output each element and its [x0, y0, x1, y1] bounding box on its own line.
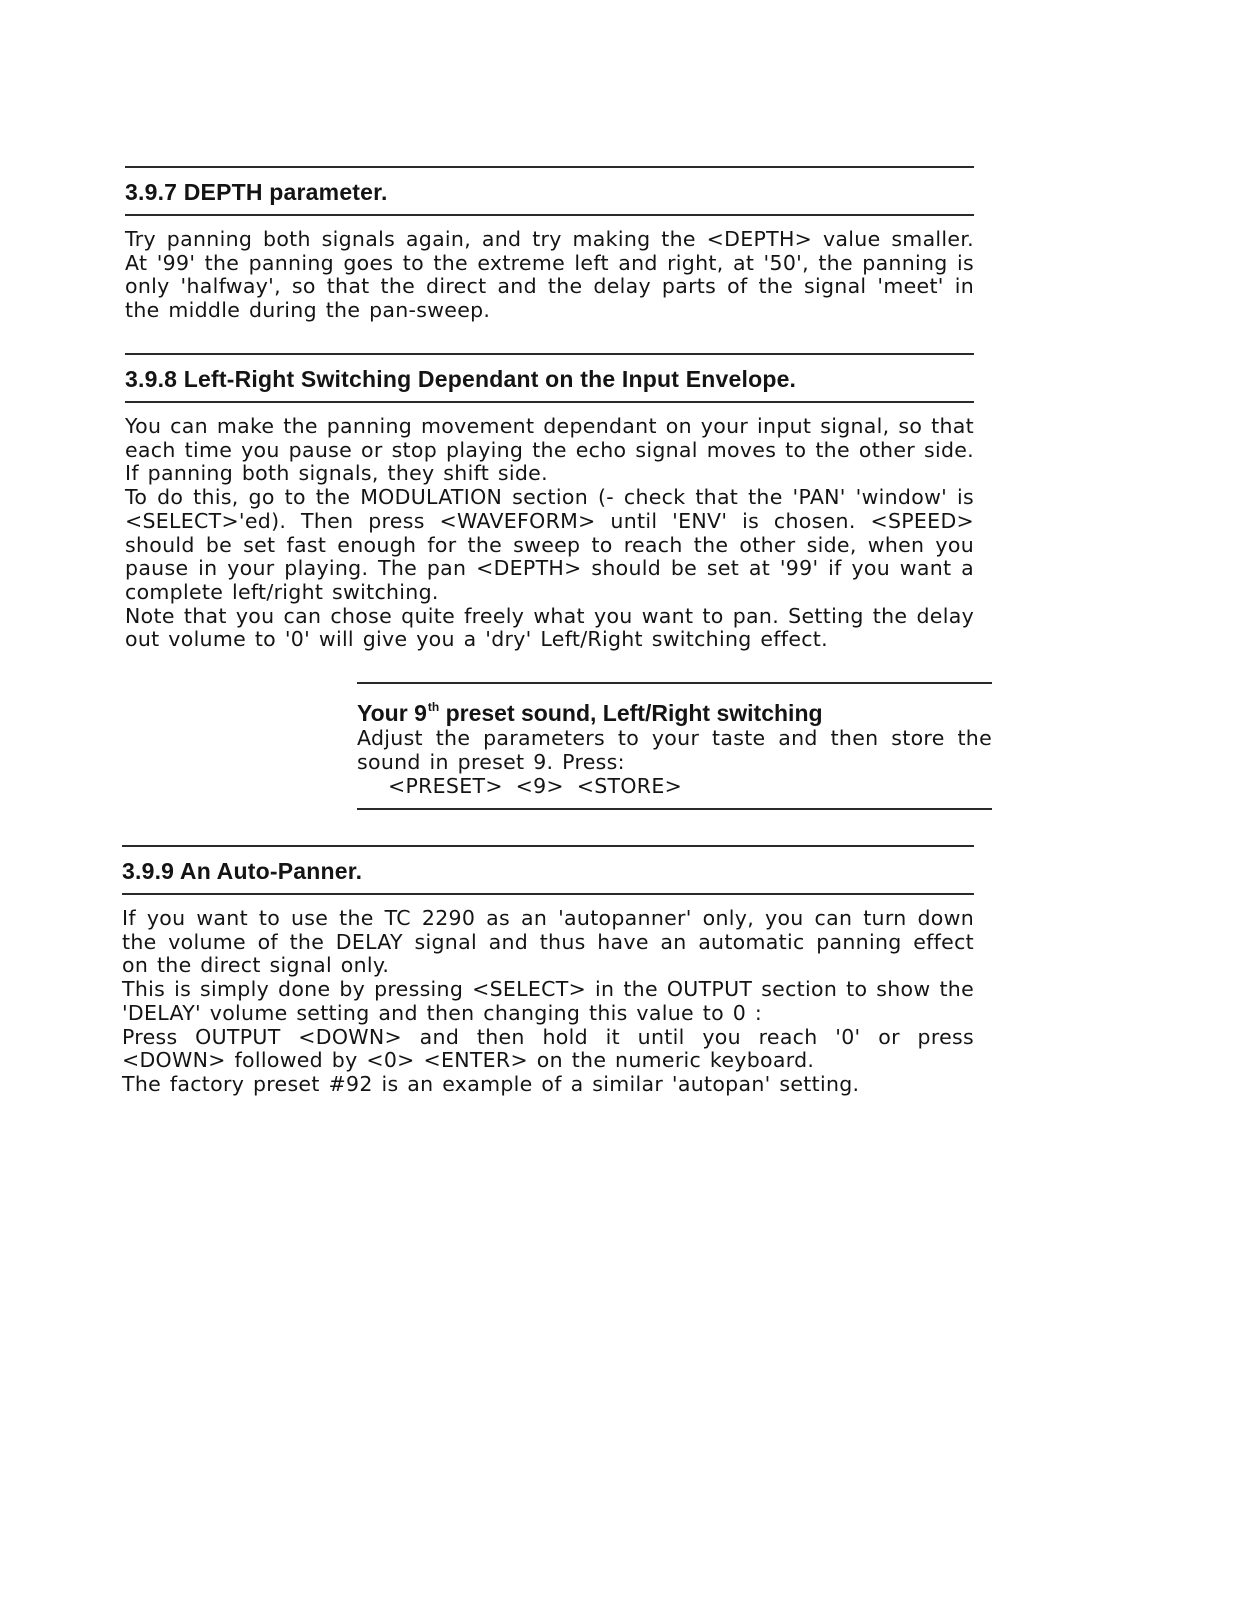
ordinal-superscript: th: [427, 700, 440, 714]
paragraph: This is simply done by pressing <SELECT> in the OUTPUT section to show the 'DELAY' volume setting and then changing this value to 0 :: [122, 977, 974, 1025]
preset-title: Your 9th preset sound, Left/Right switching: [357, 700, 823, 726]
section-heading-rule: [122, 893, 974, 895]
preset-key-sequence: <PRESET> <9> <STORE>: [388, 774, 683, 798]
section-auto-panner: [122, 845, 974, 1097]
section-body: [125, 228, 974, 323]
paragraph: If you want to use the TC 2290 as an 'autopanner' only, you can turn down the volume of the DELAY signal and thus have an automatic panning effect on the direct signal only.: [122, 906, 974, 978]
paragraph: Note that you can chose quite freely what you want to pan. Setting the delay out volume to '0' will give you a 'dry' Left/Right switching effect.: [125, 603, 974, 652]
section-heading-rule: [125, 401, 974, 403]
preset-instructions: Adjust the parameters to your taste and then store the sound in preset 9. Press:: [357, 726, 992, 774]
preset-callout-box: [357, 682, 992, 810]
section-body: [125, 415, 974, 652]
section-left-right-switching: [125, 353, 974, 652]
section-heading: 3.9.9 An Auto-Panner.: [122, 858, 363, 884]
box-bottom-rule: [357, 808, 992, 810]
section-heading: 3.9.7 DEPTH parameter.: [125, 179, 388, 205]
paragraph: Try panning both signals again, and try making the <DEPTH> value smaller. At '99' the panning goes to the extreme left and right, at '50', the panning is only 'halfway', so that the direct and the delay parts of the signal 'meet' in the middle during the pan-sweep.: [125, 227, 974, 323]
paragraph: You can make the panning movement dependant on your input signal, so that each time you pause or stop playing the echo signal moves to the other side. If panning both signals, they shift side.: [125, 414, 974, 486]
section-depth-parameter: [125, 166, 974, 323]
section-body: [122, 907, 974, 1097]
paragraph: Press OUTPUT <DOWN> and then hold it until you reach '0' or press <DOWN> followed by <0> <ENTER> on the numeric keyboard.: [122, 1024, 974, 1073]
paragraph: The factory preset #92 is an example of a similar 'autopan' setting.: [122, 1071, 860, 1096]
paragraph: To do this, go to the MODULATION section (- check that the 'PAN' 'window' is <SELECT>'ed). Then press <WAVEFORM> until 'ENV' is chosen. <SPEED> should be set fast enough for the sweep to reach the other side, when you pause in your playing. The pan <DEPTH> should be set at '99' if you want a complete left/right switching.: [125, 485, 974, 604]
section-heading: 3.9.8 Left-Right Switching Dependant on the Input Envelope.: [125, 366, 797, 392]
section-heading-rule: [125, 214, 974, 216]
